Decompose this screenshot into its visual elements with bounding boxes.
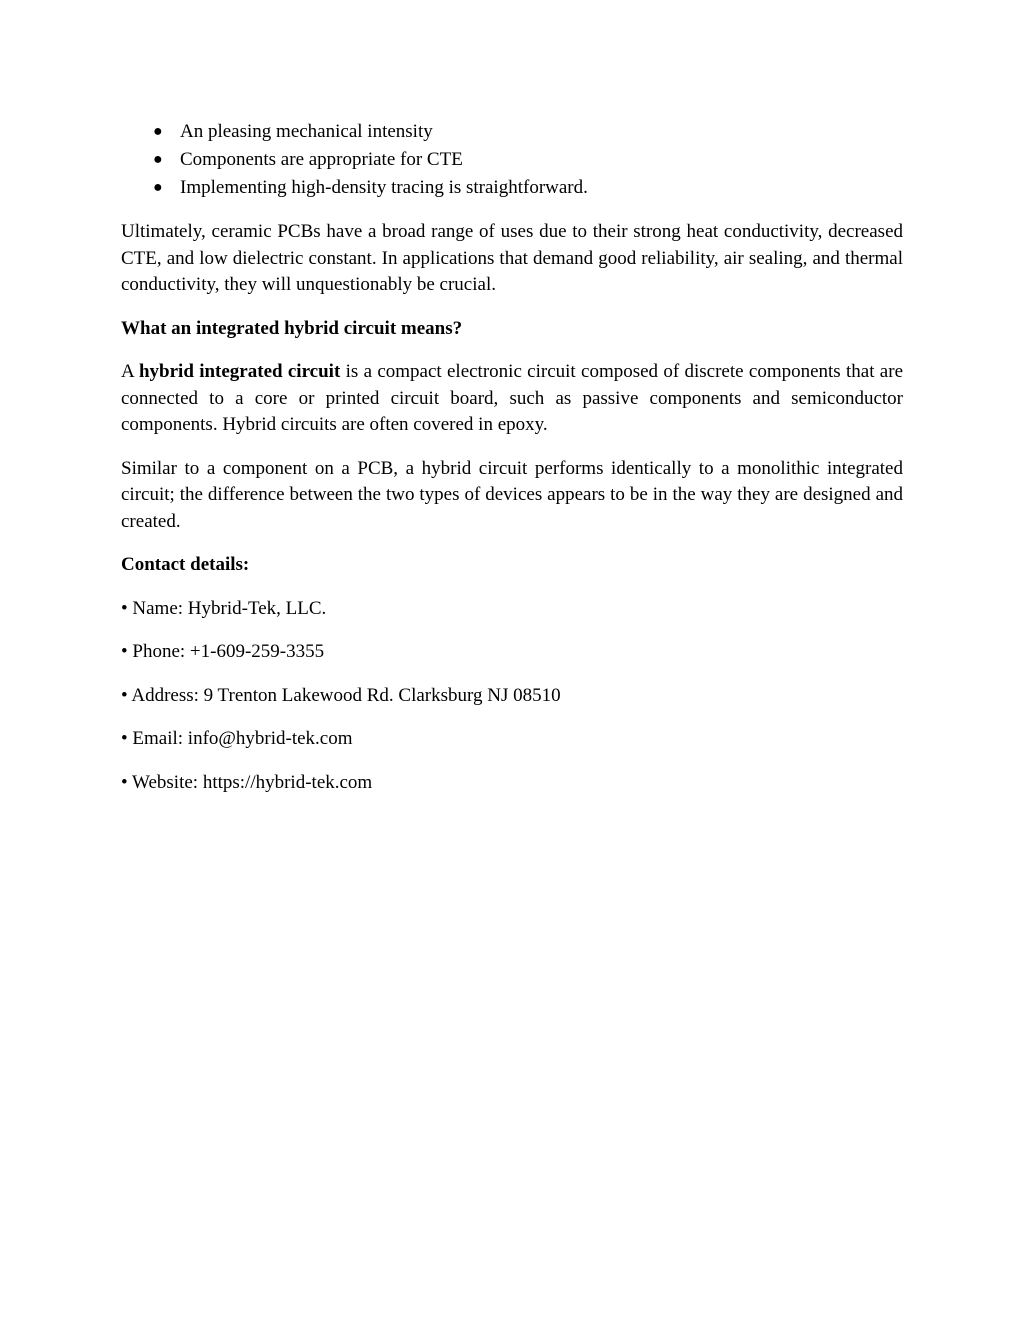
contact-email: • Email: info@hybrid-tek.com xyxy=(121,728,353,749)
paragraph-body: is a compact electronic circuit composed of discrete components that are connected to a core or printed circuit board, such as passive components and semiconductor components. Hybrid circuits are often covered in epoxy. xyxy=(121,361,903,435)
heading-hybrid-circuit: What an integrated hybrid circuit means? xyxy=(121,317,463,339)
list-item xyxy=(121,118,903,146)
heading-contact-details: Contact details: xyxy=(121,554,250,575)
contact-address: • Address: 9 Trenton Lakewood Rd. Clarksburg NJ 08510 xyxy=(121,684,561,706)
bullet-icon: ● xyxy=(153,151,163,168)
document-page xyxy=(121,118,903,813)
bullet-icon: ● xyxy=(153,123,163,140)
list-item-text: An pleasing mechanical intensity xyxy=(180,121,433,142)
paragraph-similar: Similar to a component on a PCB, a hybrid circuit performs identically to a monolithic integrated circuit; the difference between the two types of devices appears to be in the way they are designed and created. xyxy=(121,457,903,532)
contact-website: • Website: https://hybrid-tek.com xyxy=(121,771,373,793)
contact-name: • Name: Hybrid-Tek, LLC. xyxy=(121,597,327,619)
paragraph-hybrid-definition xyxy=(121,359,903,439)
list-item xyxy=(121,174,903,202)
feature-bullet-list xyxy=(121,118,903,202)
bullet-icon: ● xyxy=(153,179,163,196)
list-item-text: Implementing high-density tracing is straightforward. xyxy=(180,177,588,198)
list-item xyxy=(121,146,903,174)
bold-term: hybrid integrated circuit xyxy=(138,361,341,382)
contact-phone: • Phone: +1-609-259-3355 xyxy=(121,641,325,662)
paragraph-prefix: A xyxy=(121,361,139,382)
list-item-text: Components are appropriate for CTE xyxy=(180,149,463,170)
paragraph-ceramic-pcb: Ultimately, ceramic PCBs have a broad range of uses due to their strong heat conductivity, decreased CTE, and low dielectric constant. In applications that demand good reliability, air sealing, and thermal conductivity, they will unquestionably be crucial. xyxy=(121,221,903,295)
